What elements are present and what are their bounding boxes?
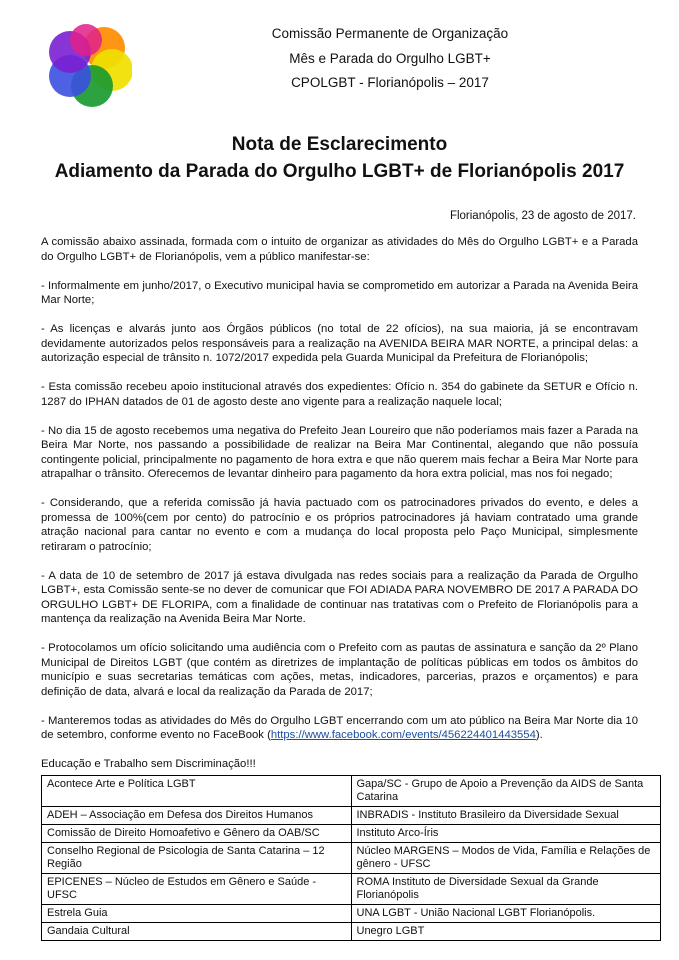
header-line-1: Comissão Permanente de Organização — [271, 26, 509, 41]
header-line-2: Mês e Parada do Orgulho LGBT+ — [289, 50, 491, 66]
table-row — [42, 905, 661, 923]
table-row — [42, 874, 661, 905]
paragraph-2: - As licenças e alvarás junto aos Órgãos públicos (no total de 22 ofícios), na sua maioria, já se encontravam devidamente autorizados pelos responsáveis para a realização na AVENIDA BEIRA MAR NORTE, a principal delas: a autorização especial de trânsito n. 1072/2017 expedida pela Guarda Municipal da Prefeitura de Florianópolis; — [41, 323, 638, 364]
table-row — [42, 923, 661, 941]
table-row — [42, 825, 661, 843]
paragraph-8-end: ). — [535, 729, 543, 741]
logo-petal-pink — [70, 24, 102, 56]
organization-cell: UNA LGBT - União Nacional LGBT Florianópolis. — [351, 905, 661, 923]
organization-cell: Unegro LGBT — [351, 923, 661, 941]
organization-cell: Conselho Regional de Psicologia de Santa Catarina – 12 Região — [42, 843, 352, 874]
facebook-event-link[interactable]: https://www.facebook.com/events/456224401443554 — [270, 729, 536, 741]
organization-cell: Núcleo MARGENS – Modos de Vida, Família e Relações de gênero - UFSC — [351, 843, 661, 874]
organization-cell: Estrela Guia — [42, 905, 352, 923]
closing-slogan: Educação e Trabalho sem Discriminação!!! — [41, 758, 256, 770]
organization-cell: ADEH – Associação em Defesa dos Direitos Humanos — [42, 807, 352, 825]
table-row — [42, 807, 661, 825]
dateline: Florianópolis, 23 de agosto de 2017. — [449, 210, 636, 222]
organization-cell: Acontece Arte e Política LGBT — [42, 776, 352, 807]
table-row — [42, 776, 661, 807]
rainbow-flower-logo-icon — [48, 24, 132, 108]
paragraph-1: - Informalmente em junho/2017, o Executivo municipal havia se comprometido em autorizar a Parada na Avenida Beira Mar Norte; — [41, 279, 638, 306]
organization-cell: Gapa/SC - Grupo de Apoio a Prevenção da AIDS de Santa Catarina — [351, 776, 661, 807]
header-line-3: CPOLGBT - Florianópolis – 2017 — [291, 75, 489, 90]
organization-cell: ROMA Instituto de Diversidade Sexual da Grande Florianópolis — [351, 874, 661, 905]
paragraph-7: - Protocolamos um ofício solicitando uma audiência com o Prefeito com as pautas de assinatura e sanção da 2º Plano Municipal de Direitos LGBT (que contém as diretrizes de implantação de políticas públicas em todos os âmbitos do município e suas secretarias temáticas com ações, metas, indicadores, parcerias, prazos e orçamentos) e para definição de data, alvará e local da realização da Parada de 2017; — [41, 642, 638, 698]
paragraph-8 — [41, 714, 638, 743]
paragraph-6: - A data de 10 de setembro de 2017 já estava divulgada nas redes sociais para a realização da Parada de Orgulho LGBT+, esta Comissão sente-se no dever de comunicar que FOI ADIADA PARA NOVEMBRO DE 2017 A PARADA DO ORGULHO LGBT+ DE FLORIPA, com a finalidade de continuar nas tratativas com o Prefeito de Florianópolis para a mantença da realização na Avenida Beira Mar Norte. — [41, 569, 638, 625]
document-title — [0, 131, 679, 185]
paragraph-intro: A comissão abaixo assinada, formada com o intuito de organizar as atividades do Mês do Orgulho LGBT+ e a Parada do Orgulho LGBT+ de Florianópolis, vem a público manifestar-se: — [41, 236, 638, 263]
paragraph-4: - No dia 15 de agosto recebemos uma negativa do Prefeito Jean Loureiro que não poderíamos mais fazer a Parada na Beira Mar Norte, nos passando a possibilidade de realizar na Beira Mar Continental, alegando que não possuía contingente policial, principalmente no pagamento de hora extra e que não querem mais fechar a Beira Mar Norte para atrapalhar o trânsito. Oferecemos de levantar dinheiro para pagamento da hora extra policial, mas nos foi negado; — [41, 424, 638, 480]
table-row — [42, 843, 661, 874]
paragraph-3: - Esta comissão recebeu apoio institucional através dos expedientes: Ofício n. 354 do gabinete da SETUR e Ofício n. 1287 do IPHAN datados de 01 de agosto deste ano vigente para a realização naquele local; — [41, 381, 638, 408]
paragraph-5: - Considerando, que a referida comissão já havia pactuado com os patrocinadores privados do evento, e deles a promessa de 100%(cem por cento) do patrocínio e os próprios patrocinadores já haviam contratado uma grande atração nacional para cantar no evento e com a mudança do local proposta pelo Paço Municipal, simplesmente retiraram o patrocínio; — [41, 497, 638, 553]
document-body — [41, 235, 638, 786]
organizations-table — [41, 775, 661, 941]
paragraph-8-text: - Manteremos todas as atividades do Mês do Orgulho LGBT encerrando com um ato público na Beira Mar Norte dia 10 de setembro, conforme evento no FaceBook ( — [41, 714, 638, 741]
organization-cell: Comissão de Direito Homoafetivo e Gênero da OAB/SC — [42, 825, 352, 843]
title-line-2: Adiamento da Parada do Orgulho LGBT+ de Florianópolis 2017 — [54, 161, 625, 182]
organization-cell: INBRADIS - Instituto Brasileiro da Diversidade Sexual — [351, 807, 661, 825]
organization-cell: Gandaia Cultural — [42, 923, 352, 941]
organization-header — [220, 22, 560, 96]
organization-cell: Instituto Arco-Íris — [351, 825, 661, 843]
title-line-1: Nota de Esclarecimento — [231, 134, 448, 155]
organization-cell: EPICENES – Núcleo de Estudos em Gênero e Saúde - UFSC — [42, 874, 352, 905]
